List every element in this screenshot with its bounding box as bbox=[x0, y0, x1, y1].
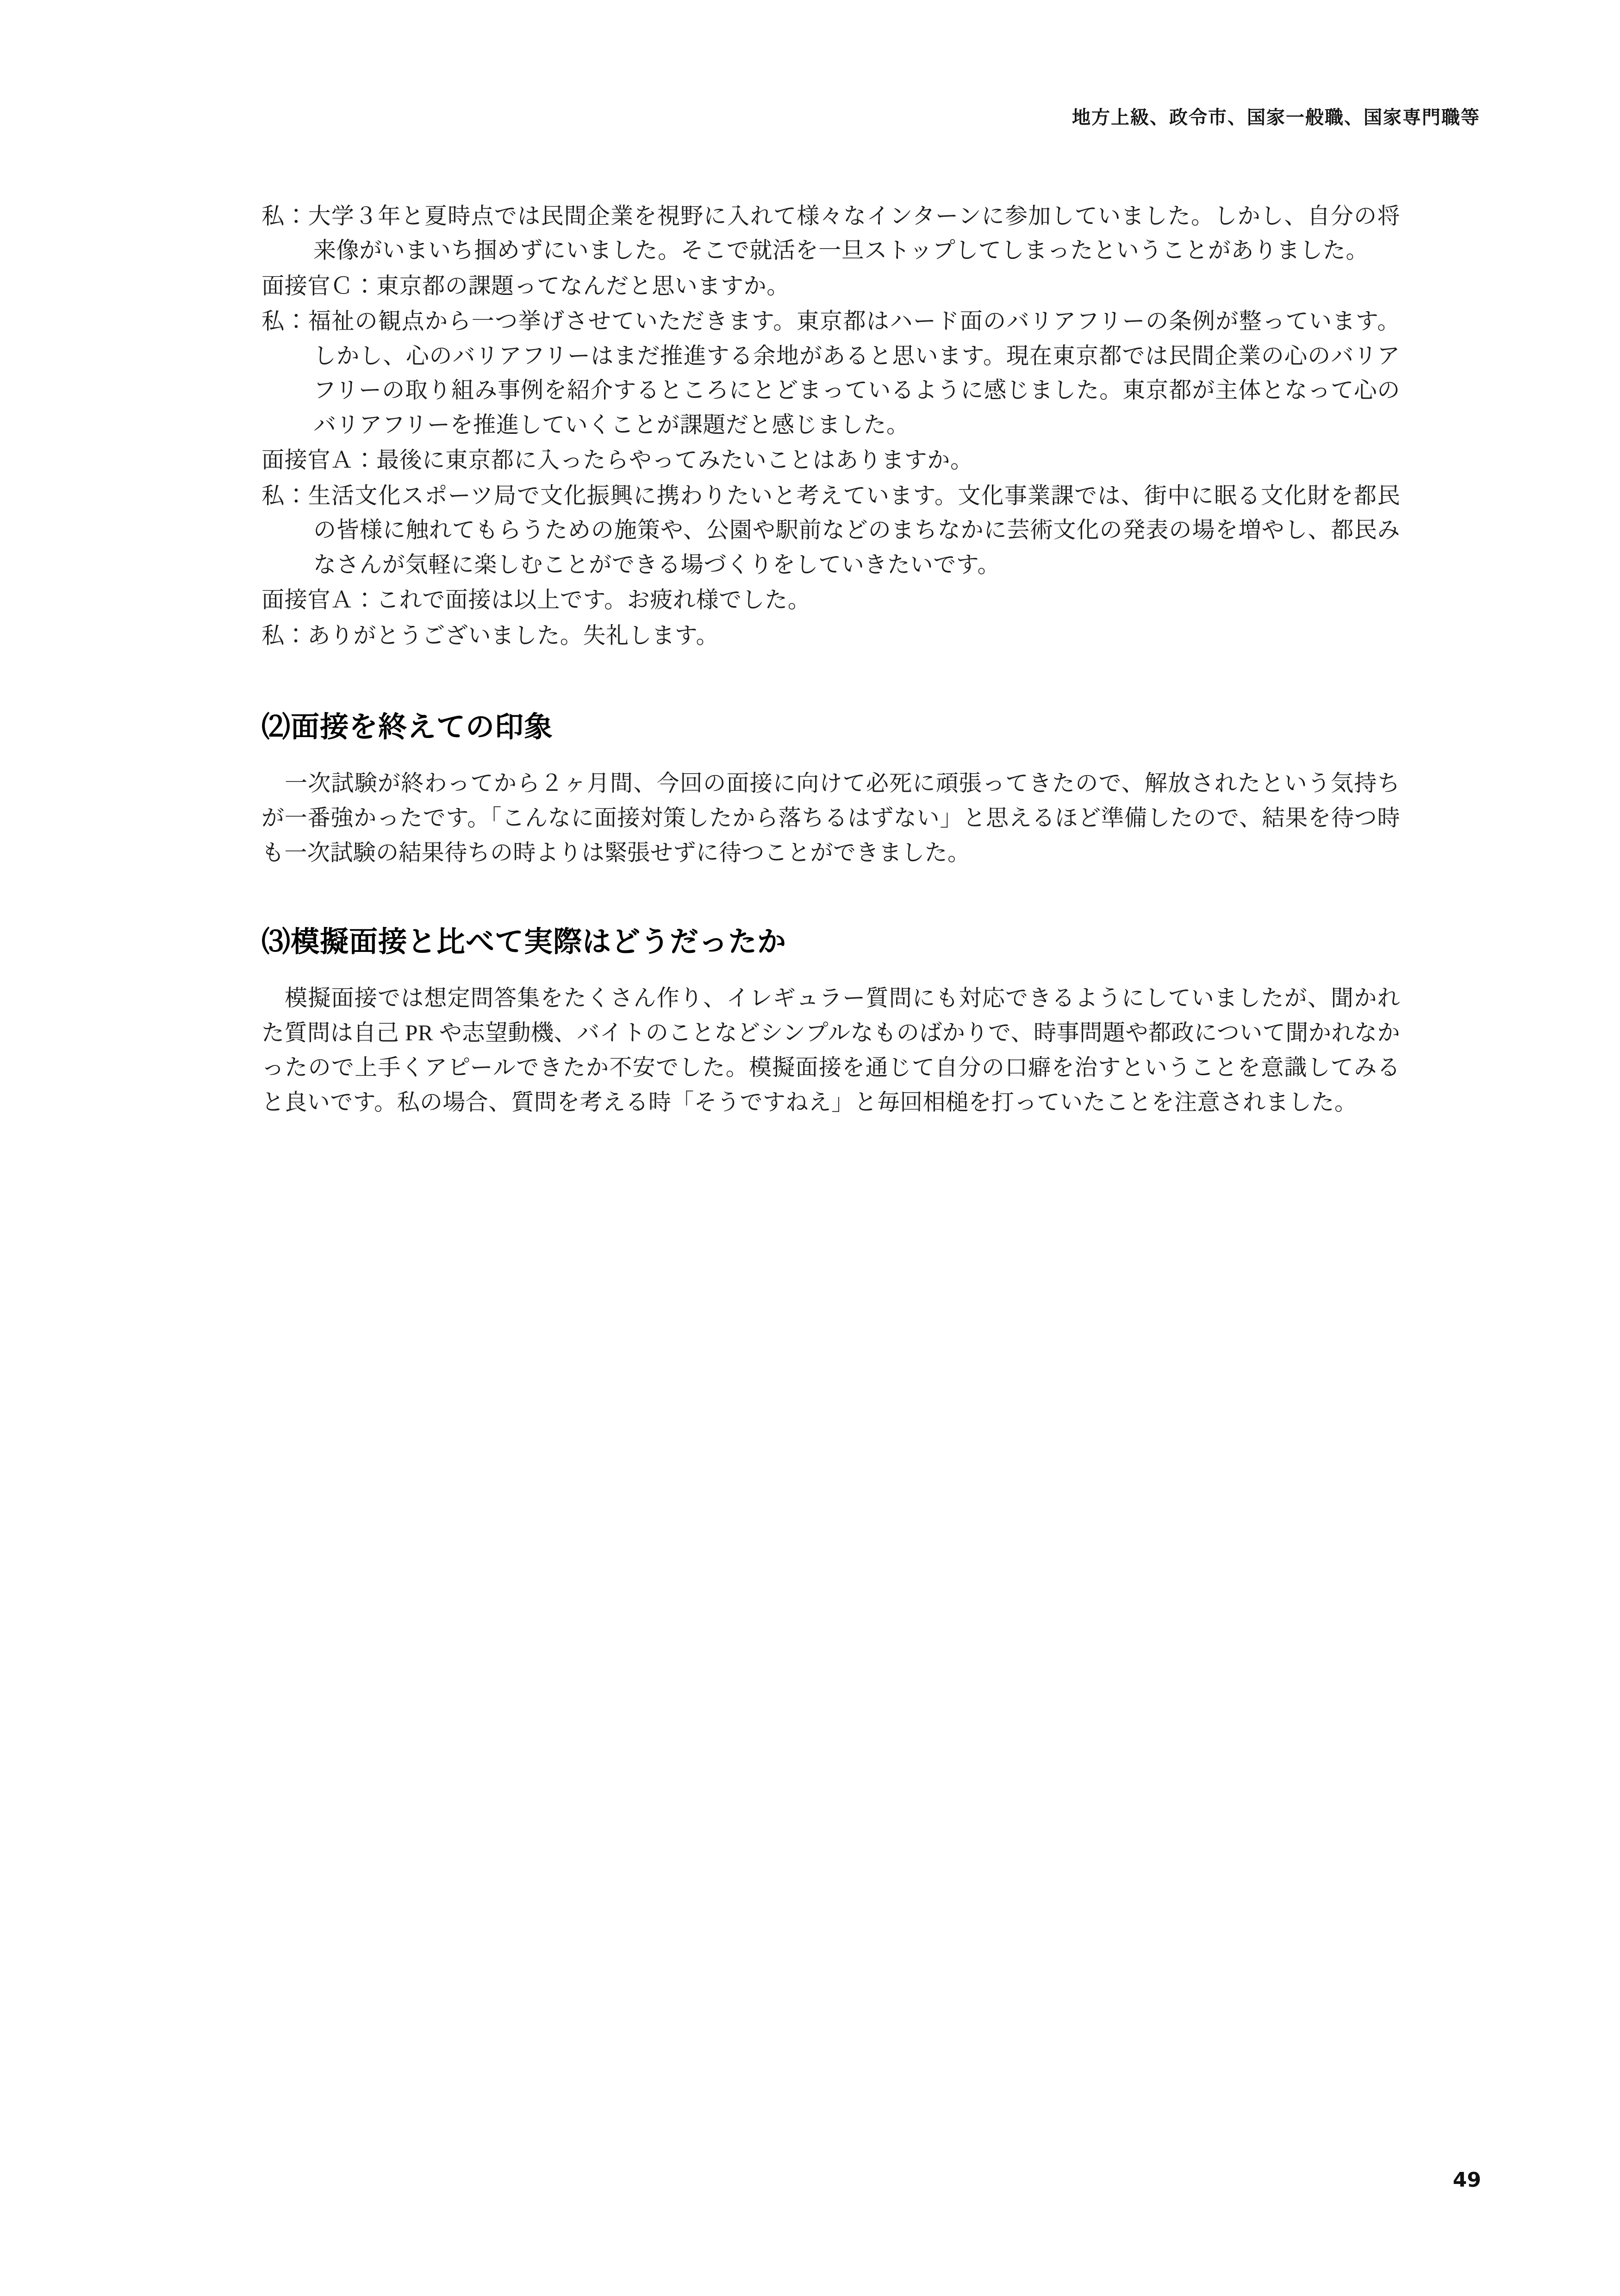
dialogue-line: 私：生活文化スポーツ局で文化振興に携わりたいと考えています。文化事業課では、街中に眠る文化財を都民の皆様に触れてもらうための施策や、公園や駅前などのまちなかに芸術文化の発表の場を増やし、都民みなさんが気軽に楽しむことができる場づくりをしていきたいです。 bbox=[262, 482, 1400, 577]
section-heading: ⑵面接を終えての印象 bbox=[262, 710, 554, 744]
section-impressions bbox=[262, 704, 1400, 870]
section-heading: ⑶模擬面接と比べて実際はどうだったか bbox=[262, 925, 787, 958]
running-header: 地方上級、政令市、国家一般職、国家専門職等 bbox=[1072, 107, 1480, 128]
interview-dialogue bbox=[262, 199, 1400, 653]
dialogue-line: 面接官Ａ：最後に東京都に入ったらやってみたいことはありますか。 bbox=[262, 447, 973, 473]
dialogue-line: 私：大学３年と夏時点では民間企業を視野に入れて様々なインターンに参加していました。しかし、自分の将来像がいまいち掴めずにいました。そこで就活を一旦ストップしてしまったということがありました。 bbox=[262, 203, 1400, 263]
page-content bbox=[262, 199, 1400, 1120]
dialogue-line: 面接官Ａ：これで面接は以上です。お疲れ様でした。 bbox=[262, 587, 811, 613]
dialogue-line: 私：福祉の観点から一つ挙げさせていただきます。東京都はハード面のバリアフリーの条例が整っています。しかし、心のバリアフリーはまだ推進する余地があると思います。現在東京都では民間企業の心のバリアフリーの取り組み事例を紹介するところにとどまっているように感じました。東京都が主体となって心のバリアフリーを推進していくことが課題だと感じました。 bbox=[262, 308, 1400, 438]
section-paragraph: 一次試験が終わってから２ヶ月間、今回の面接に向けて必死に頑張ってきたので、解放されたという気持ちが一番強かったです。「こんなに面接対策したから落ちるはずない」と思えるほど準備したので、結果を待つ時も一次試験の結果待ちの時よりは緊張せずに待つことができました。 bbox=[262, 770, 1400, 866]
section-paragraph: 模擬面接では想定問答集をたくさん作り、イレギュラー質問にも対応できるようにしていましたが、聞かれた質問は自己 PR や志望動機、バイトのことなどシンプルなものばかりで、時事問題や都政について聞かれなかったので上手くアピールできたか不安でした。模擬面接を通じて自分の口癖を治すということを意識してみると良いです。私の場合、質問を考える時「そうですねえ」と毎回相槌を打っていたことを注意されました。 bbox=[262, 985, 1400, 1115]
section-mock-comparison bbox=[262, 919, 1400, 1120]
dialogue-line: 面接官Ｃ：東京都の課題ってなんだと思いますか。 bbox=[262, 273, 790, 299]
page-number: 49 bbox=[1452, 2168, 1481, 2192]
dialogue-line: 私：ありがとうございました。失礼します。 bbox=[262, 622, 719, 648]
